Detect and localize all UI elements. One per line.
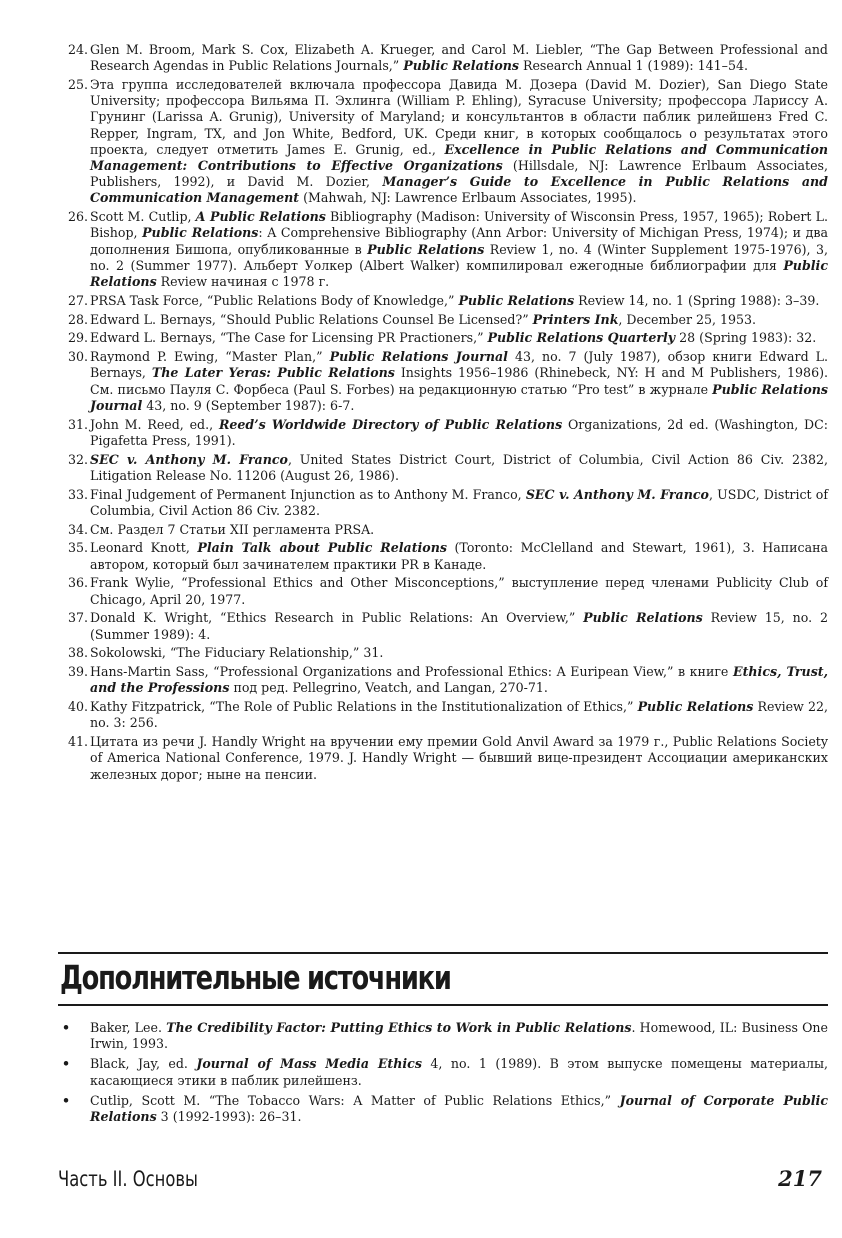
endnote-text: См. Раздел 7 Статьи XII регламента PRSA. [90, 521, 375, 537]
source-text: Cutlip, Scott M. “The Tobacco Wars: A Matter of Public Relations Ethics,” Journal of Corporate Public Relations 3 (1992-1993): 26–31. [90, 1092, 829, 1125]
endnote-item [58, 330, 828, 346]
endnote-number: 24. [67, 42, 88, 57]
endnote-number: 36. [67, 575, 88, 591]
endnote-text: Glen M. Broom, Mark S. Cox, Elizabeth A. Krueger, and Carol M. Liebler, “The Gap Between Professional and Research Agendas in Public Relations Journals,” Public Relations Research Annual 1 (1989): 141–54. [90, 42, 828, 74]
endnote-item [58, 417, 828, 449]
endnote-text: PRSA Task Force, “Public Relations Body of Knowledge,” Public Relations Review 14, no. 1 (Spring 1988): 3–39. [90, 292, 820, 308]
endnote-item [58, 610, 828, 642]
endnote-item [58, 522, 828, 538]
endnotes-list [58, 42, 828, 785]
source-item [58, 1093, 828, 1125]
bullet-icon: • [62, 1020, 71, 1035]
endnote-number: 41. [67, 734, 88, 750]
endnote-item [58, 487, 828, 519]
endnote-item [58, 349, 828, 414]
endnote-number: 31. [67, 416, 88, 432]
endnote-item [58, 452, 828, 484]
bullet-icon: • [62, 1092, 71, 1108]
endnote-text: Edward L. Bernays, “The Case for Licensing PR Practioners,” Public Relations Quarterly 28 (Spring 1983): 32. [90, 330, 817, 346]
endnote-text: John M. Reed, ed., Reed’s Worldwide Directory of Public Relations Organizations, 2d ed. (Washington, DC: Pigafetta Press, 1991). [90, 416, 828, 448]
endnote-text: Donald K. Wright, “Ethics Research in Public Relations: An Overview,” Public Relations Review 15, no. 2 (Summer 1989): 4. [90, 610, 828, 642]
source-item [58, 1056, 828, 1088]
endnote-number: 26. [67, 209, 88, 225]
endnote-item [58, 540, 828, 572]
endnote-text: Kathy Fitzpatrick, “The Role of Public Relations in the Institutionalization of Ethics,” Public Relations Review 22, no. 3: 256. [90, 699, 828, 731]
endnote-item [58, 77, 828, 207]
endnote-number: 28. [67, 311, 88, 327]
endnote-item [58, 42, 828, 74]
endnote-number: 30. [67, 349, 88, 365]
endnote-text: Raymond P. Ewing, “Master Plan,” Public Relations Journal 43, no. 7 (July 1987), обзор книги Edward L. Bernays, The Later Yeras: Public Relations Insights 1956–1986 (Rhinebeck, NY: H and M Publishers, 1986). См. письмо Пауля С. Форбеса (Paul S. Forbes) на редакционную статью “Pro test” в журнале Public Relations Journal 43, no. 9 (September 1987): 6-7. [90, 349, 829, 413]
page-number: 217 [778, 1166, 822, 1191]
source-item [58, 1020, 828, 1052]
endnote-text: Эта группа исследователей включала профессора Давида М. Дозера (David M. Dozier), San Diego State University; профессора Вильяма П. Эхлинга (William P. Ehling), Syracuse University; профессора Лариссу А. Грунинг (Larissa A. Grunig), University of Maryland; и консультантов в области паблик рилейшенз Fred C. Repper, Ingram, TX, and Jon White, Bedford, UK. Среди книг, в которых сообщалось о результатах этого проекта, следует отметить James E. Grunig, ed., Excellence in Public Relations and Communication Management: Contributions to Effective Organizations (Hillsdale, NJ: Lawrence Erlbaum Associates, Publishers, 1992), и David M. Dozier, Manager’s Guide to Excellence in Public Relations and Communication Management (Mahwah, NJ: Lawrence Erlbaum Associates, 1995). [90, 77, 829, 206]
section-heading: Дополнительные источники [60, 958, 451, 997]
section-rule-top [58, 952, 828, 954]
running-footer-part: Часть II. Основы [58, 1167, 198, 1191]
endnote-text: Scott M. Cutlip, A Public Relations Bibliography (Madison: University of Wisconsin Press, 1957, 1965); Robert L. Bishop, Public Relations: A Comprehensive Bibliography (Ann Arbor: University of Michigan Press, 1974); и два дополнения Бишопа, опубликованные в Public Relations Review 1, no. 4 (Winter Supplement 1975-1976), 3, no. 2 (Summer 1977). Альберт Уолкер (Albert Walker) компилировал ежегодные библиографии для Public Relations Review начиная с 1978 г. [90, 209, 828, 290]
endnote-item [58, 312, 828, 328]
endnote-number: 35. [67, 540, 88, 556]
endnote-text: Frank Wylie, “Professional Ethics and Other Misconceptions,” выступление перед членами Publicity Club of Chicago, April 20, 1977. [90, 575, 828, 607]
endnote-number: 40. [67, 699, 88, 715]
endnote-number: 32. [67, 451, 88, 467]
bullet-icon: • [62, 1056, 71, 1072]
endnote-item [58, 575, 828, 607]
endnote-number: 33. [67, 486, 88, 502]
endnote-text: Edward L. Bernays, “Should Public Relations Counsel Be Licensed?” Printers Ink, December 25, 1953. [90, 311, 757, 327]
endnote-text: Hans-Martin Sass, “Professional Organizations and Professional Ethics: A Euripean View,” в книге Ethics, Trust, and the Professions под ред. Pellegrino, Veatch, and Langan, 270-71. [90, 664, 828, 696]
endnote-text: Final Judgement of Permanent Injunction as to Anthony M. Franco, SEC v. Anthony M. Franco, USDC, District of Columbia, Civil Action 86 Civ. 2382. [90, 486, 828, 518]
endnote-text: SEC v. Anthony M. Franco, United States District Court, District of Columbia, Civil Action 86 Civ. 2382, Litigation Release No. 11206 (August 26, 1986). [90, 451, 828, 483]
endnote-number: 25. [67, 77, 88, 92]
endnote-number: 38. [67, 645, 88, 661]
endnote-text: Sokolowski, “The Fiduciary Relationship,” 31. [90, 645, 384, 661]
additional-sources-list [58, 1020, 828, 1129]
endnote-item [58, 664, 828, 696]
endnote-item [58, 293, 828, 309]
endnote-text: Leonard Knott, Plain Talk about Public Relations (Toronto: McClelland and Stewart, 1961), 3. Написана автором, который был зачинателем практики PR в Канаде. [90, 540, 828, 572]
endnote-number: 37. [67, 610, 88, 626]
source-text: Black, Jay, ed. Journal of Mass Media Ethics 4, no. 1 (1989). В этом выпуске помещены материалы, касающиеся этики в паблик рилейшенз. [90, 1056, 828, 1088]
endnote-item [58, 645, 828, 661]
endnote-number: 29. [67, 330, 88, 346]
endnote-text: Цитата из речи J. Handly Wright на вручении ему премии Gold Anvil Award за 1979 г., Public Relations Society of America National Conference, 1979. J. Handly Wright — бывший вице-президент Ассоциации американских железных дорог; ныне на пенсии. [90, 734, 828, 782]
endnote-item [58, 209, 828, 290]
section-rule-bottom [58, 1004, 828, 1006]
endnote-item [58, 699, 828, 731]
endnote-number: 39. [67, 664, 88, 680]
source-text: Baker, Lee. The Credibility Factor: Putting Ethics to Work in Public Relations. Homewood, IL: Business One Irwin, 1993. [90, 1020, 828, 1052]
endnote-number: 34. [67, 521, 88, 537]
endnote-item [58, 734, 828, 783]
endnote-number: 27. [67, 292, 88, 308]
